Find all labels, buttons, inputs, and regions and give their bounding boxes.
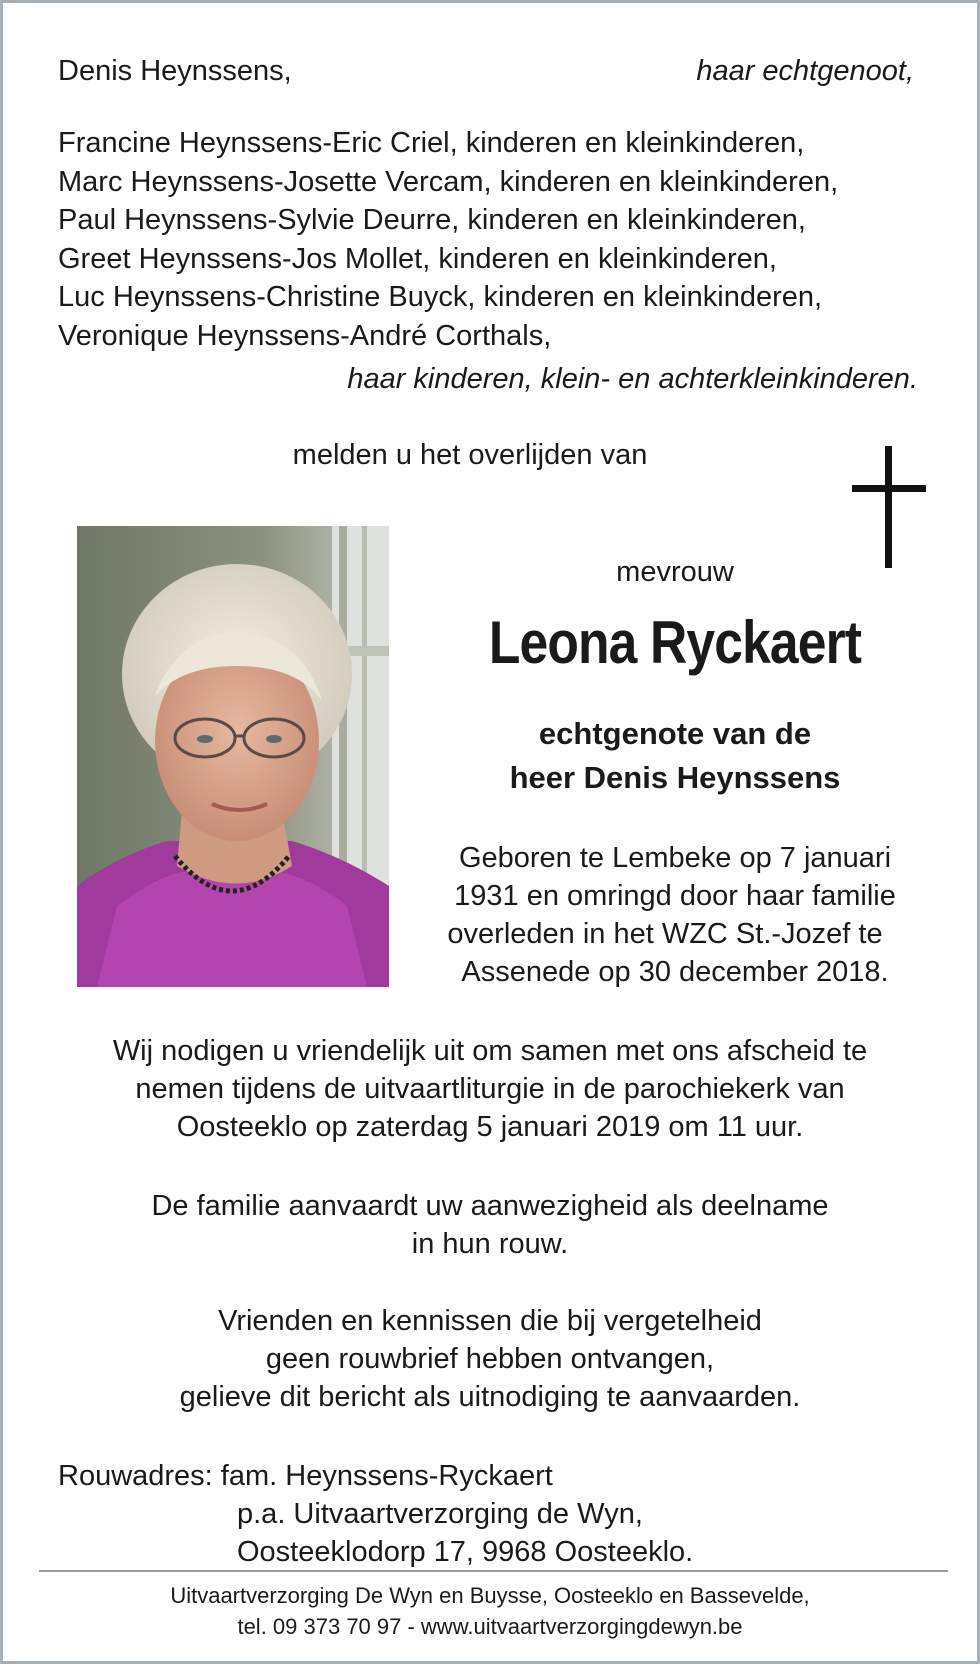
relation-line-2: heer Denis Heynssens [509,760,841,795]
relation-line-1: echtgenote van de [538,716,812,751]
bio-line: Assenede op 30 december 2018. [461,956,889,988]
announce-label: melden u het overlijden van [292,439,648,471]
invitation-line: Oosteeklo op zaterdag 5 januari 2019 om 11 uur. [176,1111,804,1143]
deceased-name: Leona Ryckaert [488,609,862,676]
bio [420,839,930,991]
husband-name: Denis Heynssens, [58,55,292,87]
address-line-2: p.a. Uitvaartverzorging de Wyn, [237,1498,643,1530]
bio-line: overleden in het WZC St.-Jozef te [447,918,883,950]
salutation: mevrouw [616,556,734,588]
friends-line: gelieve dit bericht als uitnodiging te aanvaarden. [179,1381,801,1413]
friends-notice [0,1302,980,1416]
friends-line: Vrienden en kennissen die bij vergetelheid [218,1305,762,1337]
children-list [58,124,838,355]
bio-line: Geboren te Lembeke op 7 januari [458,842,892,874]
address-line-1: Rouwadres: fam. Heynssens-Ryckaert [58,1460,553,1492]
list-item: Paul Heynssens-Sylvie Deurre, kinderen en kleinkinderen, [58,204,806,236]
footer [0,1580,980,1642]
invitation [0,1032,980,1146]
announce-text [0,436,980,475]
cross-icon [852,446,926,570]
footer-line-1: Uitvaartverzorging De Wyn en Buysse, Oosteeklo en Bassevelde, [170,1583,810,1608]
acceptance [0,1187,980,1263]
portrait-photo [77,526,389,987]
list-item: Francine Heynssens-Eric Criel, kinderen en kleinkinderen, [58,127,805,159]
list-item: Marc Heynssens-Josette Vercam, kinderen en kleinkinderen, [58,165,839,198]
friends-line: geen rouwbrief hebben ontvangen, [265,1343,715,1375]
husband-role: haar echtgenoot, [696,55,914,87]
children-role: haar kinderen, klein- en achterkleinkinderen. [347,363,918,395]
invitation-line: nemen tijdens de uitvaartliturgie in de parochiekerk van [135,1073,845,1105]
bio-line: 1931 en omringd door haar familie [454,880,896,912]
list-item: Veronique Heynssens-André Corthals, [58,319,552,352]
divider [39,1570,948,1572]
acceptance-line: in hun rouw. [411,1228,569,1260]
acceptance-line: De familie aanvaardt uw aanwezigheid als deelname [151,1190,829,1222]
invitation-line: Wij nodigen u vriendelijk uit om samen met ons afscheid te [112,1035,868,1067]
list-item: Greet Heynssens-Jos Mollet, kinderen en kleinkinderen, [58,242,777,275]
footer-line-2: tel. 09 373 70 97 - www.uitvaartverzorgingdewyn.be [237,1614,743,1639]
list-item: Luc Heynssens-Christine Buyck, kinderen en kleinkinderen, [58,281,823,313]
address-line-3: Oosteeklodorp 17, 9968 Oosteeklo. [237,1536,694,1568]
